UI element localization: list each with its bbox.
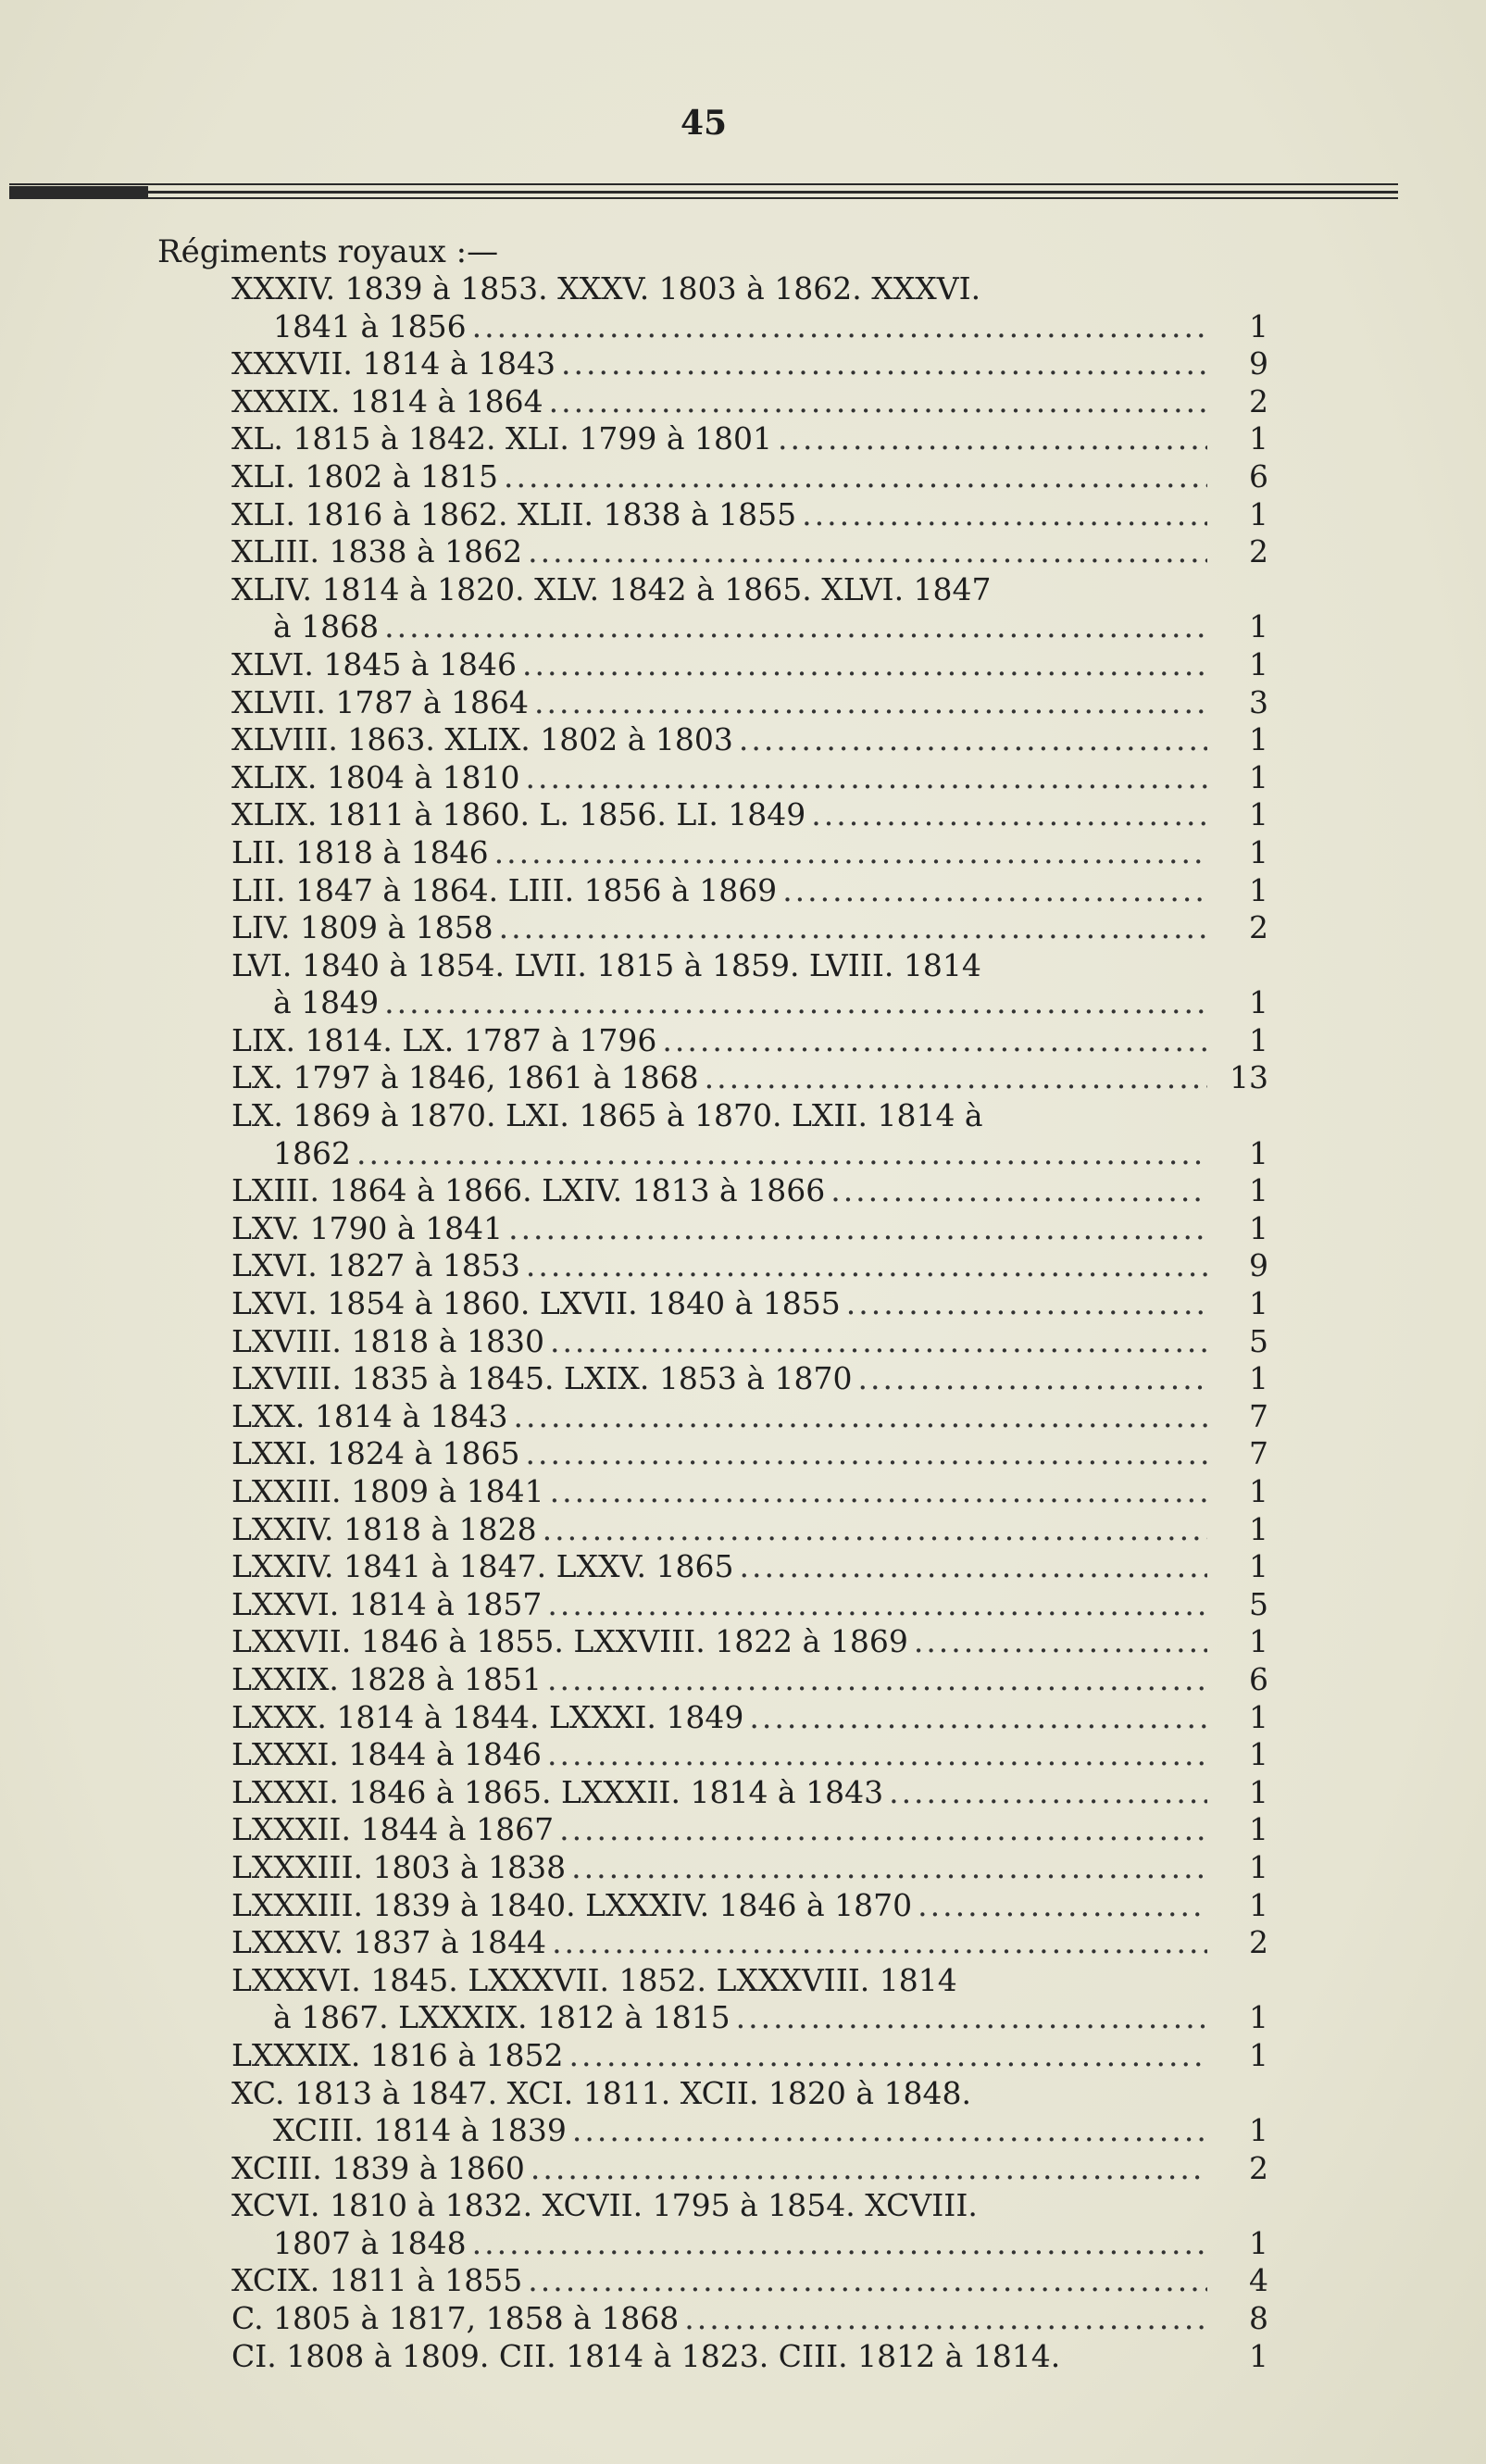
dot-leader [778,420,1207,457]
dot-leader [547,1736,1207,1773]
entry-text: LXIII. 1864 à 1866. LXIV. 1813 à 1866 [231,1172,826,1209]
entry-text: LXXVI. 1814 à 1857 [231,1585,543,1622]
dot-leader [534,684,1207,721]
list-item [231,1097,1268,1135]
dot-leader [494,834,1207,871]
list-item [231,1135,1268,1173]
entry-count: 1 [1249,1773,1268,1810]
dot-leader [749,1699,1207,1736]
list-item [231,1699,1268,1737]
list-item [231,909,1268,947]
entry-text: XLVIII. 1863. XLIX. 1802 à 1803 [231,721,733,758]
entry-count: 1 [1249,1285,1268,1322]
entry-text: à 1849 [273,984,380,1021]
list-item [231,458,1268,496]
entry-count: 1 [1249,420,1268,457]
entry-text: LXXIX. 1828 à 1851 [231,1660,543,1697]
dot-leader [550,1323,1207,1360]
entry-count: 7 [1249,1397,1268,1434]
dot-leader [526,759,1207,796]
dot-leader [356,1135,1207,1172]
dot-leader [514,1398,1208,1435]
list-item [231,1285,1268,1323]
entry-count: 2 [1249,909,1268,946]
list-item [231,684,1268,722]
list-item [231,1887,1268,1925]
entry-count: 1 [1249,495,1268,532]
entry-count: 1 [1249,1848,1268,1885]
dot-leader [705,1059,1207,1096]
dot-leader [549,383,1207,420]
dot-leader [559,1811,1207,1848]
list-item [231,571,1268,609]
list-item [231,1210,1268,1248]
entry-count: 1 [1249,721,1268,758]
header-rule [9,191,1398,194]
entry-count: 1 [1249,2224,1268,2261]
dot-leader [889,1774,1207,1811]
entry-count: 9 [1249,1247,1268,1284]
list-item [231,2037,1268,2075]
entry-count: 1 [1249,1209,1268,1246]
list-item [231,1999,1268,2037]
list-item [231,872,1268,910]
dot-leader [739,721,1207,758]
dot-leader [550,1473,1207,1510]
entry-count: 6 [1249,457,1268,494]
entry-count: 1 [1249,1736,1268,1773]
list-item [231,1247,1268,1285]
entry-text: XCIII. 1839 à 1860 [231,2149,525,2186]
list-item [231,1323,1268,1361]
entry-count: 1 [1249,1172,1268,1209]
list-item [231,1736,1268,1774]
entry-count: 4 [1249,2262,1268,2299]
dot-leader [569,2037,1207,2074]
entry-text: LIX. 1814. LX. 1787 à 1796 [231,1021,657,1058]
entry-count: 13 [1230,1059,1268,1096]
entry-text: LXVIII. 1835 à 1845. LXIX. 1853 à 1870 [231,1360,853,1397]
dot-leader [531,2150,1207,2187]
entry-text: XLIX. 1811 à 1860. L. 1856. LI. 1849 [231,796,806,833]
header-rule-mark [9,186,148,197]
dot-leader [547,1586,1207,1623]
list-item [231,646,1268,684]
entry-text: XCVI. 1810 à 1832. XCVII. 1795 à 1854. XCVIII. [231,2187,978,2224]
dot-leader [684,2300,1207,2337]
list-item [231,533,1268,571]
dot-leader [811,796,1207,833]
dot-leader [472,308,1207,345]
dot-leader [561,345,1207,382]
list-item [231,984,1268,1022]
entry-count: 5 [1249,1585,1268,1622]
dot-leader [526,1247,1207,1284]
entry-text: à 1867. LXXXIX. 1812 à 1815 [273,1999,731,2036]
entry-text: XC. 1813 à 1847. XCI. 1811. XCII. 1820 à 1848. [231,2074,972,2111]
entry-count: 1 [1249,608,1268,645]
dot-leader [528,2262,1207,2299]
entry-count: 1 [1249,871,1268,908]
entry-text: LX. 1869 à 1870. LXI. 1865 à 1870. LXII. 1814 à [231,1097,983,1134]
list-item [231,2300,1268,2338]
entry-text: XCIII. 1814 à 1839 [273,2112,567,2149]
entry-count: 1 [1249,307,1268,344]
entry-text: 1862 [273,1134,351,1171]
dot-leader [472,2225,1207,2262]
list-item [231,834,1268,872]
list-item [231,796,1268,834]
dot-leader [526,1435,1207,1472]
list-item [231,721,1268,759]
dot-leader [547,1661,1207,1698]
dot-leader [384,984,1207,1021]
entry-count: 1 [1249,1548,1268,1585]
entry-count: 1 [1249,1999,1268,2036]
page-number: 45 [680,104,728,143]
list-item [231,1811,1268,1849]
list-item [231,1398,1268,1436]
list-item [231,2075,1268,2113]
entry-count: 1 [1249,2337,1268,2374]
dot-leader [802,496,1207,533]
entry-text: XXXVII. 1814 à 1843 [231,345,556,382]
list-item [231,1924,1268,1962]
entry-text: LXVI. 1854 à 1860. LXVII. 1840 à 1855 [231,1285,841,1322]
list-item [231,2262,1268,2300]
list-item [231,496,1268,534]
dot-leader [857,1360,1207,1397]
list-item [231,1360,1268,1398]
list-item [231,2187,1268,2225]
entry-text: LXXXIX. 1816 à 1852 [231,2036,564,2073]
entry-text: LXXXVI. 1845. LXXXVII. 1852. LXXXVIII. 1814 [231,1961,957,1998]
dot-leader [914,1623,1207,1660]
list-item [231,383,1268,421]
list-item [231,1962,1268,2000]
entry-text: LXX. 1814 à 1843 [231,1397,508,1434]
dot-leader [740,1548,1207,1585]
list-item [231,1548,1268,1586]
entry-count: 1 [1249,645,1268,682]
list-item [231,1435,1268,1473]
dot-leader [846,1285,1207,1322]
entry-text: LIV. 1809 à 1858 [231,909,493,946]
entry-count: 2 [1249,2149,1268,2186]
list-item [231,1849,1268,1887]
list-item [231,1661,1268,1699]
list-item [231,1774,1268,1812]
entry-count: 5 [1249,1322,1268,1359]
entry-text: LII. 1818 à 1846 [231,833,489,870]
dot-leader [508,1210,1207,1247]
entry-count: 1 [1249,2036,1268,2073]
entry-text: 1841 à 1856 [273,307,467,344]
list-item [231,1172,1268,1210]
dot-leader [736,1999,1207,2036]
entry-text: LXVIII. 1818 à 1830 [231,1322,544,1359]
entry-text: XLIII. 1838 à 1862 [231,533,523,570]
list-item [231,2225,1268,2263]
entry-text: 1807 à 1848 [273,2224,467,2261]
dot-leader [662,1022,1207,1059]
entry-count: 1 [1249,1473,1268,1509]
dot-leader [384,608,1207,645]
entry-text: LXXVII. 1846 à 1855. LXXVIII. 1822 à 1869 [231,1623,908,1660]
entry-text: XLVI. 1845 à 1846 [231,645,517,682]
entry-text: XLI. 1802 à 1815 [231,457,499,494]
list-item [231,1586,1268,1624]
entry-text: LXV. 1790 à 1841 [231,1209,504,1246]
list-item [231,2338,1268,2376]
entry-count: 1 [1249,1021,1268,1058]
list-item [231,608,1268,646]
entry-text: LXXXV. 1837 à 1844 [231,1924,547,1961]
entry-count: 1 [1249,758,1268,795]
entry-count: 6 [1249,1660,1268,1697]
dot-leader [918,1887,1207,1924]
dot-leader [571,1849,1207,1886]
entry-text: LXXXI. 1844 à 1846 [231,1736,543,1773]
entry-count: 2 [1249,382,1268,419]
entry-count: 1 [1249,1134,1268,1171]
list-item [231,1022,1268,1060]
entry-text: XXXIX. 1814 à 1864 [231,382,543,419]
entry-text: LXXIV. 1841 à 1847. LXXV. 1865 [231,1548,734,1585]
entry-text: LXXI. 1824 à 1865 [231,1435,520,1472]
entry-text: LXXIII. 1809 à 1841 [231,1473,544,1509]
list-item [231,308,1268,346]
entry-count: 1 [1249,984,1268,1021]
list-item [231,947,1268,985]
dot-leader [552,1924,1207,1961]
entry-count: 1 [1249,1623,1268,1660]
entry-text: XLIV. 1814 à 1820. XLV. 1842 à 1865. XLVI. 1847 [231,570,992,607]
entry-count: 3 [1249,683,1268,720]
entry-count: 1 [1249,1886,1268,1923]
entry-text: LII. 1847 à 1864. LIII. 1856 à 1869 [231,871,778,908]
entry-count: 9 [1249,345,1268,382]
entry-text: LXVI. 1827 à 1853 [231,1247,520,1284]
list-item [231,1473,1268,1511]
entry-count: 1 [1249,796,1268,833]
list-item [231,1059,1268,1097]
list-item [231,345,1268,383]
entry-count: 1 [1249,1698,1268,1735]
entry-text: LVI. 1840 à 1854. LVII. 1815 à 1859. LVIII. 1814 [231,946,981,983]
dot-leader [543,1511,1207,1548]
list-item [231,2112,1268,2150]
entry-text: XLVII. 1787 à 1864 [231,683,529,720]
entry-text: LXXXIII. 1839 à 1840. LXXXIV. 1846 à 1870 [231,1886,913,1923]
entry-count: 1 [1249,1360,1268,1397]
list-item [231,759,1268,797]
entry-text: à 1868 [273,608,380,645]
entry-text: XLI. 1816 à 1862. XLII. 1838 à 1855 [231,495,797,532]
list-item [231,1623,1268,1661]
entry-text: LX. 1797 à 1846, 1861 à 1868 [231,1059,699,1096]
entry-count: 1 [1249,1811,1268,1848]
dot-leader [572,2112,1207,2149]
dot-leader [504,458,1207,495]
dot-leader [528,533,1207,570]
section-heading: Régiments royaux :— [157,233,499,270]
entry-text: LXXIV. 1818 à 1828 [231,1510,537,1547]
entry-count: 1 [1249,2112,1268,2149]
regiment-list [231,270,1268,2375]
list-item [231,1511,1268,1549]
list-item [231,420,1268,458]
list-item [231,2150,1268,2188]
entry-text: C. 1805 à 1817, 1858 à 1868 [231,2300,680,2337]
dot-leader [499,909,1207,946]
entry-count: 1 [1249,1510,1268,1547]
header-rule [9,197,1398,199]
dot-leader [830,1172,1207,1209]
entry-count: 7 [1249,1435,1268,1472]
list-item [231,270,1268,308]
entry-text: CI. 1808 à 1809. CII. 1814 à 1823. CIII. 1812 à 1814. [231,2337,1061,2374]
entry-count: 2 [1249,533,1268,570]
entry-text: LXXXIII. 1803 à 1838 [231,1848,567,1885]
entry-text: LXXX. 1814 à 1844. LXXXI. 1849 [231,1698,744,1735]
entry-text: XL. 1815 à 1842. XLI. 1799 à 1801 [231,420,773,457]
entry-count: 1 [1249,833,1268,870]
entry-text: XLIX. 1804 à 1810 [231,758,520,795]
entry-text: XXXIV. 1839 à 1853. XXXV. 1803 à 1862. XXXVI. [231,270,981,306]
header-rule [9,183,1398,185]
entry-count: 2 [1249,1924,1268,1961]
entry-text: LXXXII. 1844 à 1867 [231,1811,555,1848]
entry-text: XCIX. 1811 à 1855 [231,2262,523,2299]
entry-count: 8 [1249,2300,1268,2337]
entry-text: LXXXI. 1846 à 1865. LXXXII. 1814 à 1843 [231,1773,884,1810]
dot-leader [782,872,1207,909]
dot-leader [522,646,1207,683]
